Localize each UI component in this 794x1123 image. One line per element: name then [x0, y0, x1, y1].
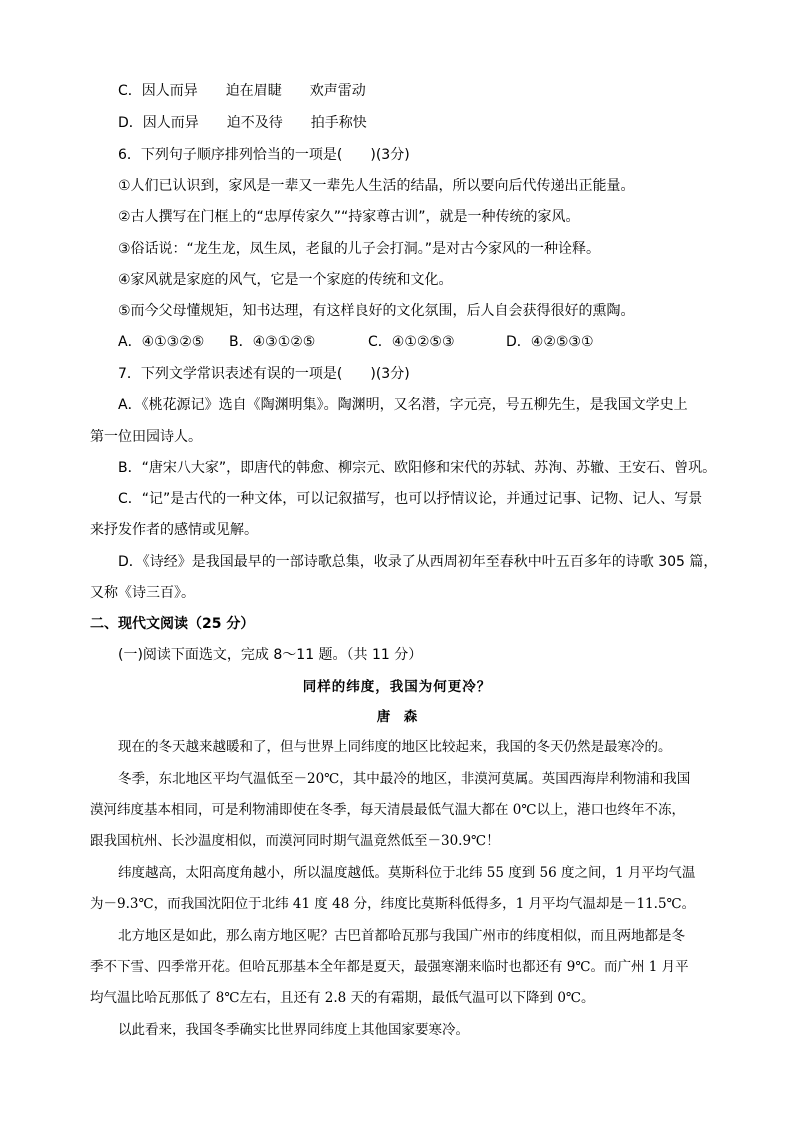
article-paragraph-1: 现在的冬天越来越暖和了，但与世界上同纬度的地区比较起来，我国的冬天仍然是最寒冷的。	[118, 739, 672, 755]
q6-sentence-2: ②古人撰写在门框上的“忠厚传家久”“持家尊古训”，就是一种传统的家风。	[118, 209, 580, 225]
article-paragraph-3-line2: 为－9.3℃，而我国沈阳位于北纬 41 度 48 分，纬度比莫斯科低得多，1 月平均气温却是－11.5℃。	[90, 896, 696, 912]
q7-option-a-line1: A．《桃花源记》选自《陶渊明集》。陶渊明，又名潜，字元亮，号五柳先生，是我国文学史上	[118, 397, 688, 413]
article-paragraph-2-line3: 跟我国杭州、长沙温度相似，而漠河同时期气温竟然低至－30.9℃！	[90, 833, 500, 849]
q5-option-c-b: 迫在眉睫	[225, 83, 282, 99]
article-paragraph-2-line2: 漠河纬度基本相同，可是利物浦即使在冬季，每天清晨最低气温大都在 0℃以上，港口也终年不冻，	[90, 802, 685, 818]
q7-stem: 7．下列文学常识表述有误的一项是( )(3分)	[118, 366, 410, 382]
reading-intro: (一)阅读下面选文，完成 8～11 题。（共 11 分）	[118, 647, 423, 663]
q5-option-d-c: 拍手称快	[310, 115, 367, 131]
q6-option-c: C．④①②⑤③	[368, 334, 455, 350]
q5-option-d	[118, 114, 367, 132]
article-paragraph-2-line1: 冬季，东北地区平均气温低至－20℃，其中最冷的地区，非漠河莫属。英国西海岸利物浦和我国	[118, 771, 691, 787]
q6-sentence-4: ④家风就是家庭的风气，它是一个家庭的传统和文化。	[118, 272, 453, 288]
q6-option-b: B．④③①②⑤	[229, 334, 316, 350]
q7-option-c-line2: 来抒发作者的感情或见解。	[90, 522, 258, 538]
q7-option-c-line1: C．“记”是古代的一种文体，可以记叙描写，也可以抒情议论，并通过记事、记物、记人、写景	[118, 491, 703, 507]
q5-option-d-b: 迫不及待	[226, 115, 283, 131]
q6-sentence-1: ①人们已认识到，家风是一辈又一辈先人生活的结晶，所以要向后代传递出正能量。	[118, 178, 635, 194]
article-paragraph-3-line1: 纬度越高，太阳高度角越小，所以温度越低。莫斯科位于北纬 55 度到 56 度之间，1 月平均气温	[118, 865, 696, 881]
article-title: 同样的纬度，我国为何更冷？	[302, 679, 492, 695]
q6-stem: 6．下列句子顺序排列恰当的一项是( )(3分)	[118, 147, 410, 163]
article-paragraph-5: 以此看来，我国冬季确实比世界同纬度上其他国家要寒冷。	[118, 1022, 469, 1038]
section-heading: 二、现代文阅读（25 分）	[90, 616, 255, 632]
article-author: 唐 森	[376, 709, 418, 725]
q5-option-c-label: C．因人而异	[118, 83, 198, 99]
q6-sentence-5: ⑤而今父母懂规矩，知书达理，有这样良好的文化氛围，后人自会获得很好的熏陶。	[118, 303, 635, 319]
q5-option-d-label: D．因人而异	[118, 115, 199, 131]
q5-option-c	[118, 82, 366, 100]
q6-sentence-3: ③俗话说：“龙生龙，凤生凤，老鼠的儿子会打洞。”是对古今家风的一种诠释。	[118, 241, 601, 257]
q7-option-b: B．“唐宋八大家”，即唐代的韩愈、柳宗元、欧阳修和宋代的苏轼、苏洵、苏辙、王安石、曾巩。	[118, 460, 717, 476]
q7-option-d-line2: 又称《诗三百》。	[90, 585, 195, 601]
q7-option-d-line1: D．《诗经》是我国最早的一部诗歌总集，收录了从西周初年至春秋中叶五百多年的诗歌 305 篇，	[118, 554, 718, 570]
q7-option-a-line2: 第一位田园诗人。	[90, 429, 202, 445]
article-paragraph-4-line2: 季不下雪、四季常开花。但哈瓦那基本全年都是夏天，最强寒潮来临时也都还有 9℃。而广州 1 月平	[90, 959, 689, 975]
article-paragraph-4-line1: 北方地区是如此，那么南方地区呢？古巴首都哈瓦那与我国广州市的纬度相似，而且两地都是冬	[118, 928, 685, 944]
q6-option-a: A．④①③②⑤	[118, 334, 205, 350]
article-paragraph-4-line3: 均气温比哈瓦那低了 8℃左右，且还有 2.8 天的有霜期，最低气温可以下降到 0℃。	[90, 990, 595, 1006]
q5-option-c-c: 欢声雷动	[309, 83, 366, 99]
q6-option-d: D．④②⑤③①	[506, 334, 594, 350]
